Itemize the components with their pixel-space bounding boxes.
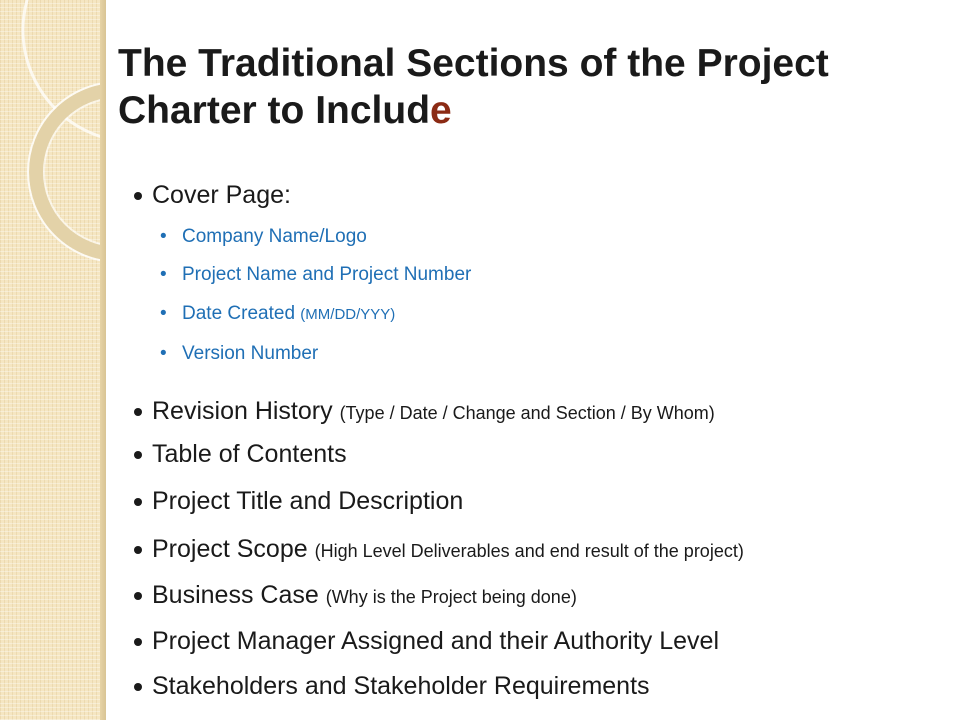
bullet-dot bbox=[134, 408, 142, 416]
bullet-dot bbox=[134, 192, 142, 200]
bullet-dot bbox=[134, 498, 142, 506]
title-text: The Traditional Sections of the Project Charter to Includ bbox=[118, 42, 829, 132]
decorative-rings bbox=[0, 0, 106, 720]
sub-bullet-dot: • bbox=[160, 226, 167, 247]
sub-bullet-dot: • bbox=[160, 343, 167, 364]
bullet-label: Cover Page: bbox=[152, 181, 291, 209]
bullet-note: (Type / Date / Change and Section / By Whom) bbox=[339, 403, 715, 423]
bullet-dot bbox=[134, 546, 142, 554]
sub-bullet-text-wrap bbox=[182, 302, 395, 327]
sub-bullet-dot: • bbox=[160, 264, 167, 285]
bullet-label: Project Scope bbox=[152, 535, 315, 563]
bullet-dot bbox=[134, 592, 142, 600]
bullet-label: Business Case bbox=[152, 581, 326, 609]
decorative-side-panel bbox=[0, 0, 106, 720]
bullet-note: (High Level Deliverables and end result of the project) bbox=[314, 541, 744, 561]
bullet-note: (Why is the Project being done) bbox=[325, 587, 577, 607]
sub-bullet-text: Date Created bbox=[182, 303, 301, 324]
sub-bullet-note: (MM/DD/YYY) bbox=[300, 306, 396, 323]
title-accent-letter: e bbox=[430, 89, 452, 132]
bullet-label: Stakeholders and Stakeholder Requirements bbox=[152, 672, 650, 700]
bullet-dot bbox=[134, 451, 142, 459]
bullet-dot bbox=[134, 683, 142, 691]
sub-bullet-dot: • bbox=[160, 303, 167, 324]
bullet-label: Project Title and Description bbox=[152, 487, 464, 515]
bullet-label: Table of Contents bbox=[152, 440, 347, 468]
panel-edge bbox=[100, 0, 106, 720]
bullet-label: Project Manager Assigned and their Authority Level bbox=[152, 627, 720, 655]
sub-bullet-text: Version Number bbox=[182, 343, 319, 364]
sub-bullet-text: Project Name and Project Number bbox=[182, 264, 472, 285]
bullet-label: Revision History bbox=[152, 397, 340, 425]
bullet-text-wrap bbox=[152, 396, 715, 428]
slide-title bbox=[118, 40, 938, 134]
sub-bullet-text: Company Name/Logo bbox=[182, 226, 367, 247]
bullet-dot bbox=[134, 638, 142, 646]
bullet-text-wrap bbox=[152, 534, 744, 566]
bullet-text-wrap bbox=[152, 580, 577, 612]
